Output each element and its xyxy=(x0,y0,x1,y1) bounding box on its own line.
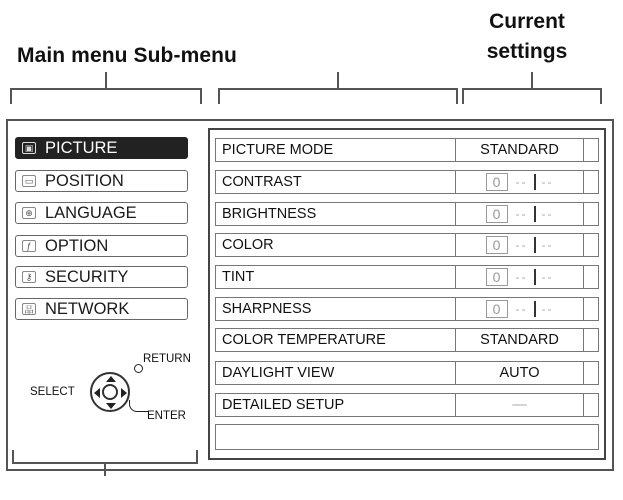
setting-label: SHARPNESS xyxy=(216,298,456,320)
setting-value: — xyxy=(456,394,584,416)
menu-item-position[interactable] xyxy=(15,170,188,192)
setting-value: 0 xyxy=(486,205,508,223)
setting-value: 0 xyxy=(486,300,508,318)
adjust-slider[interactable]: -- -- xyxy=(515,270,554,284)
setting-label: DAYLIGHT VIEW xyxy=(216,362,456,384)
return-button-icon[interactable] xyxy=(134,364,143,373)
sub-item-color-temperature[interactable] xyxy=(215,328,599,352)
globe-icon: ⊕ xyxy=(22,207,36,219)
setting-label: CONTRAST xyxy=(216,171,456,193)
menu-item-option[interactable] xyxy=(15,235,188,257)
menu-item-language[interactable] xyxy=(15,202,188,224)
sub-item-empty xyxy=(215,424,599,450)
current-settings-label: Current settings xyxy=(486,10,568,63)
sub-item-detailed-setup[interactable] xyxy=(215,393,599,417)
menu-item-security[interactable] xyxy=(15,266,188,288)
control-pad-icon[interactable] xyxy=(90,372,130,412)
network-icon: 品 xyxy=(22,303,36,315)
sub-item-contrast[interactable] xyxy=(215,170,599,194)
adjust-slider[interactable]: -- -- xyxy=(515,175,554,189)
current-settings-bracket xyxy=(462,88,602,104)
picture-icon: ▣ xyxy=(22,142,36,154)
sub-item-color[interactable] xyxy=(215,233,599,257)
adjust-slider[interactable]: -- -- xyxy=(515,207,554,221)
sub-item-daylight-view[interactable] xyxy=(215,361,599,385)
setting-value: 0 xyxy=(486,268,508,286)
select-label: SELECT xyxy=(30,386,75,398)
setting-value: AUTO xyxy=(456,362,584,384)
main-sub-menu-label: Main menu Sub-menu xyxy=(17,44,237,67)
key-icon: ⚷ xyxy=(22,271,36,283)
menu-item-label: PICTURE xyxy=(45,138,118,157)
menu-item-label: NETWORK xyxy=(45,299,130,318)
enter-pointer xyxy=(129,400,148,412)
adjust-slider[interactable]: -- -- xyxy=(515,302,554,316)
position-icon: ▭ xyxy=(22,175,36,187)
menu-item-picture[interactable] xyxy=(15,137,188,159)
setting-label: TINT xyxy=(216,266,456,288)
menu-item-label: LANGUAGE xyxy=(45,203,137,222)
menu-item-label: OPTION xyxy=(45,236,109,255)
setting-label: COLOR TEMPERATURE xyxy=(216,329,456,351)
return-label: RETURN xyxy=(143,353,191,365)
sub-menu-bracket xyxy=(218,88,458,104)
enter-label: ENTER xyxy=(147,410,186,422)
wrench-icon: ƒ xyxy=(22,240,36,252)
setting-value: 0 xyxy=(486,236,508,254)
setting-value: 0 xyxy=(486,173,508,191)
adjust-slider[interactable]: -- -- xyxy=(515,238,554,252)
menu-item-label: POSITION xyxy=(45,171,124,190)
sub-item-tint[interactable] xyxy=(215,265,599,289)
setting-value: STANDARD xyxy=(456,329,584,351)
sub-item-sharpness[interactable] xyxy=(215,297,599,321)
menu-item-network[interactable] xyxy=(15,298,188,320)
menu-item-label: SECURITY xyxy=(45,267,129,286)
sub-item-picture-mode[interactable] xyxy=(215,138,599,162)
setting-value: STANDARD xyxy=(456,139,584,161)
setting-label: PICTURE MODE xyxy=(216,139,456,161)
setting-label: DETAILED SETUP xyxy=(216,394,456,416)
setting-label: BRIGHTNESS xyxy=(216,203,456,225)
setting-label: COLOR xyxy=(216,234,456,256)
main-menu-bracket xyxy=(10,88,202,104)
bottom-bracket xyxy=(12,450,198,464)
sub-item-brightness[interactable] xyxy=(215,202,599,226)
